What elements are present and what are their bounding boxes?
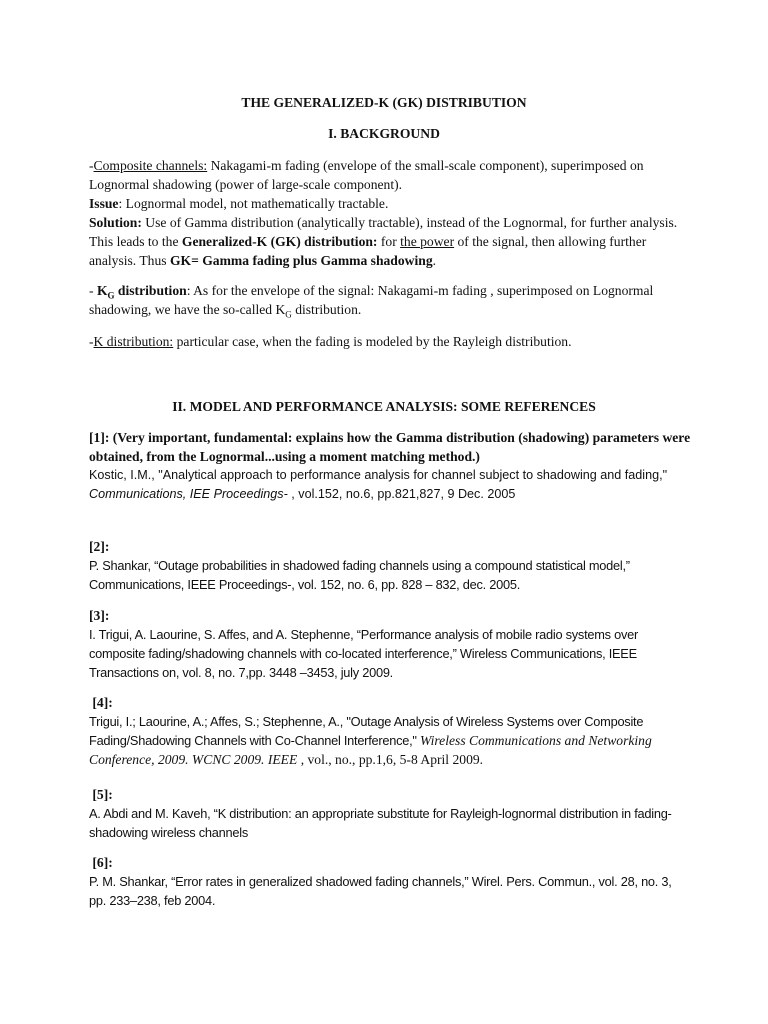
reference-2 [89,537,689,594]
issue-term: Issue [89,196,119,211]
reference-6-label: [6]: [89,855,113,870]
gk-distribution-term: Generalized-K (GK) distribution: [181,234,378,249]
the-power-term: the power [400,234,455,249]
kg-subscript-2: G [285,309,292,320]
k-distribution-term: K distribution: [93,334,174,349]
reference-2-label: [2]: [89,539,110,554]
reference-6-citation: P. M. Shankar, “Error rates in generalized shadowed fading channels,” Wirel. Pers. Commun., vol. 28, no. 3, pp. 233–238, feb 2004. [89,874,672,908]
dash: - [89,158,94,173]
reference-4-label: [4]: [89,695,113,710]
reference-1 [89,428,699,504]
reference-3 [89,606,689,682]
paragraph-kg-distribution [89,281,689,319]
document-title: THE GENERALIZED-K (GK) DISTRIBUTION [241,95,527,110]
section-heading-background: I. BACKGROUND [328,126,440,141]
kg-text-2: distribution. [291,302,362,317]
kg-distribution-label: distribution [114,283,187,298]
reference-6 [89,853,689,910]
reference-2-citation: P. Shankar, “Outage probabilities in shadowed fading channels using a compound statistical model,” Communications, IEEE Proceedings-, vol. 152, no. 6, pp. 828 – 832, dec. 2005. [89,558,630,592]
reference-1-details: , vol.152, no.6, pp.821,827, 9 Dec. 2005 [291,487,516,501]
kg-k: K [96,283,108,298]
kg-subscript: G [107,290,115,301]
kg-term [96,283,187,301]
kg-text-1: : As for the envelope of the signal: Nakagami-m fading , superimposed on Lognormal shadowing, we have the so-called K [89,283,654,317]
reference-3-citation: I. Trigui, A. Laourine, S. Affes, and A. Stephenne, “Performance analysis of mobile radio systems over composite fading/shadowing channels with co-located interference,” Wireless Communications, IEEE Transactions on, vol. 8, no. 7,pp. 3448 –3453, july 2009. [89,627,639,680]
paragraph-composite-channels [89,156,689,270]
reference-4-text-2: , vol., no., pp.1,6, 5-8 April 2009. [300,752,484,767]
reference-1-citation [89,466,699,504]
dash: - [89,334,94,349]
period: . [432,253,437,268]
reference-4-text-1: Trigui, I.; Laourine, A.; Affes, S.; Stephenne, A., "Outage Analysis of Wireless Systems over Composite Fading/Shadowing Channels with Co-Channel Interference," [89,714,644,748]
reference-5 [89,785,689,842]
reference-4-citation [89,712,689,769]
dash: - [89,283,97,298]
section-heading-references: II. MODEL AND PERFORMANCE ANALYSIS: SOME REFERENCES [172,399,596,414]
reference-1-label: [1]: (Very important, fundamental: explains how the Gamma distribution (shadowing) parameters were obtained, from the Lognormal...using a moment matching method.) [89,430,691,464]
reference-4-conference: Wireless Communications and Networking Conference, 2009. WCNC 2009. IEEE [89,733,652,767]
composite-channels-text: Nakagami-m fading (envelope of the small-scale component), superimposed on Lognormal shadowing (power of large-scale component). [89,158,644,192]
reference-3-label: [3]: [89,608,110,623]
solution-term: Solution: [89,215,142,230]
composite-channels-term: Composite channels: [93,158,208,173]
for-text: for [377,234,401,249]
reference-5-label: [5]: [89,787,113,802]
k-distribution-text: particular case, when the fading is modeled by the Rayleigh distribution. [173,334,572,349]
solution-text-1: Use of Gamma distribution (analytically tractable), instead of the Lognormal, for further analysis. This leads to the [89,215,678,249]
solution-text-2: of the signal, then allowing further analysis. Thus [89,234,647,268]
paragraph-k-distribution [89,332,689,351]
reference-4 [89,693,689,769]
reference-1-journal: Communications, IEE Proceedings- [89,487,292,501]
issue-text: : Lognormal model, not mathematically tractable. [118,196,389,211]
reference-1-line1: Kostic, I.M., "Analytical approach to performance analysis for channel subject to shadowing and fading," [89,468,668,482]
gk-equation: GK= Gamma fading plus Gamma shadowing [169,253,433,268]
reference-5-citation: A. Abdi and M. Kaveh, “K distribution: an appropriate substitute for Rayleigh-lognormal distribution in fading-shadowing wireless channels [89,806,672,840]
